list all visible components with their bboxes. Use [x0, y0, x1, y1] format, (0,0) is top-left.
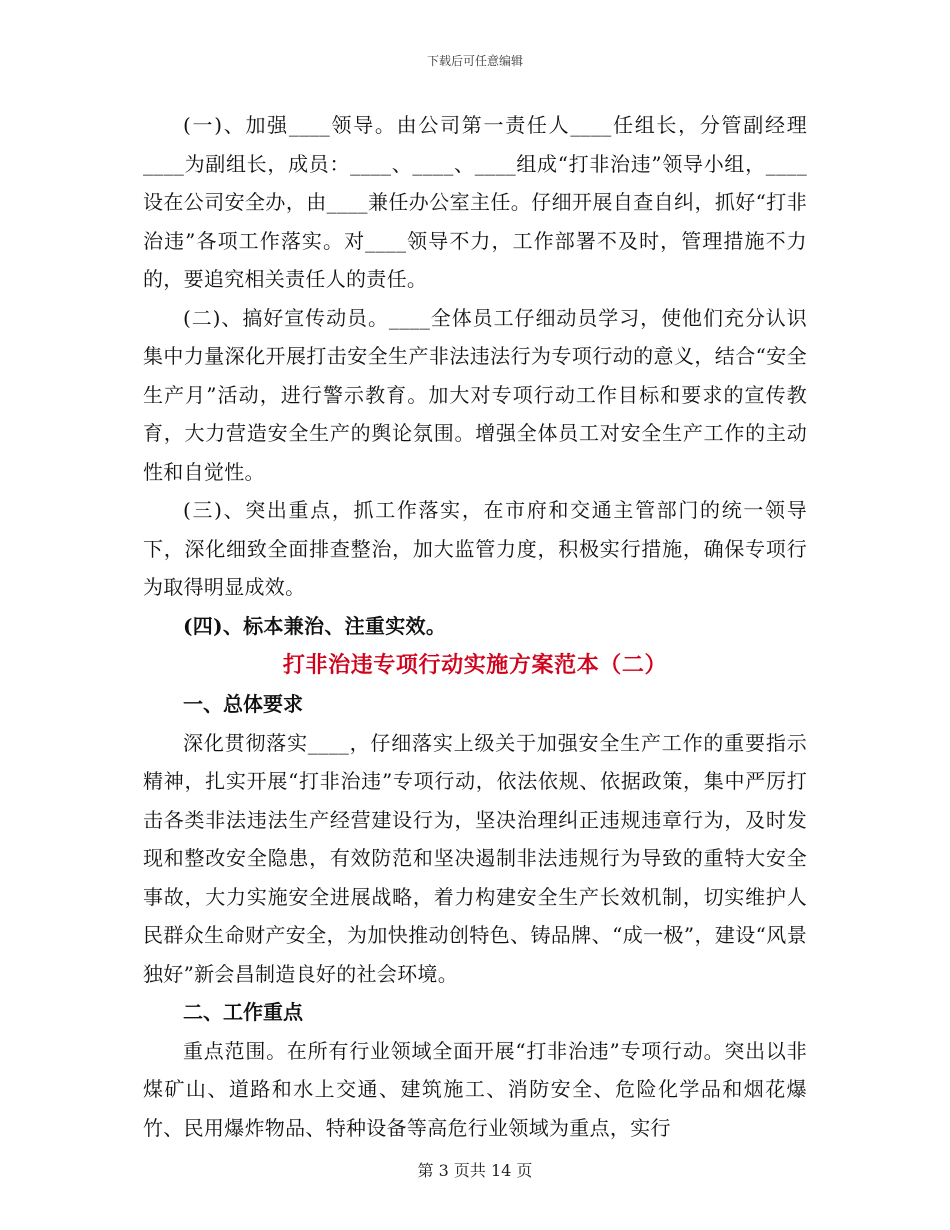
- paragraph-2: (二)、搞好宣传动员。____全体员工仔细动员学习，使他们充分认识集中力量深化开展打击安全生产非法违法行为专项行动的意义，结合“安全生产月”活动，进行警示教育。加大对专项行动工作目标和要求的宣传教育，大力营造安全生产的舆论氛围。增强全体员工对安全生产工作的主动性和自觉性。: [143, 305, 807, 484]
- document-body: [143, 106, 807, 1147]
- paragraph-5: 深化贯彻落实____，仔细落实上级关于加强安全生产工作的重要指示精神，扎实开展“打非治违”专项行动，依法依规、依据政策，集中严厉打击各类非法违法生产经营建设行为，坚决治理纠正违规违章行为，及时发现和整改安全隐患，有效防范和坚决遏制非法违规行为导致的重特大安全事故，大力实施安全进展战略，着力构建安全生产长效机制，切实维护人民群众生命财产安全，为加快推动创特色、铸品牌、“成一极”，建设“风景独好”新会昌制造良好的社会环境。: [143, 730, 807, 986]
- section-title: 打非治违专项行动实施方案范本（二）: [282, 652, 668, 678]
- paragraph-1: (一)、加强____领导。由公司第一责任人____任组长，分管副经理____为副组长，成员：____、____、____组成“打非治违”领导小组，____设在公司安全办，由____兼任办公室主任。仔细开展自查自纠，抓好“打非治违”各项工作落实。对____领导不力，工作部署不及时，管理措施不力的，要追究相关责任人的责任。: [143, 113, 807, 291]
- paragraph-3: (三)、突出重点，抓工作落实，在市府和交通主管部门的统一领导下，深化细致全面排查整治，加大监管力度，积极实行措施，确保专项行为取得明显成效。: [143, 498, 807, 599]
- paragraph-4: (四)、标本兼治、注重实效。: [183, 613, 447, 638]
- paragraph-6: 重点范围。在所有行业领域全面开展“打非治违”专项行动。突出以非煤矿山、道路和水上交通、建筑施工、消防安全、危险化学品和烟花爆竹、民用爆炸物品、特种设备等高危行业领域为重点，实行: [143, 1038, 807, 1140]
- page-footer: 第 3 页共 14 页: [417, 1161, 533, 1180]
- heading-work-focus: 二、工作重点: [183, 1000, 303, 1024]
- heading-overall-requirements: 一、总体要求: [183, 692, 303, 716]
- page-header: 下载后可任意编辑: [426, 54, 523, 68]
